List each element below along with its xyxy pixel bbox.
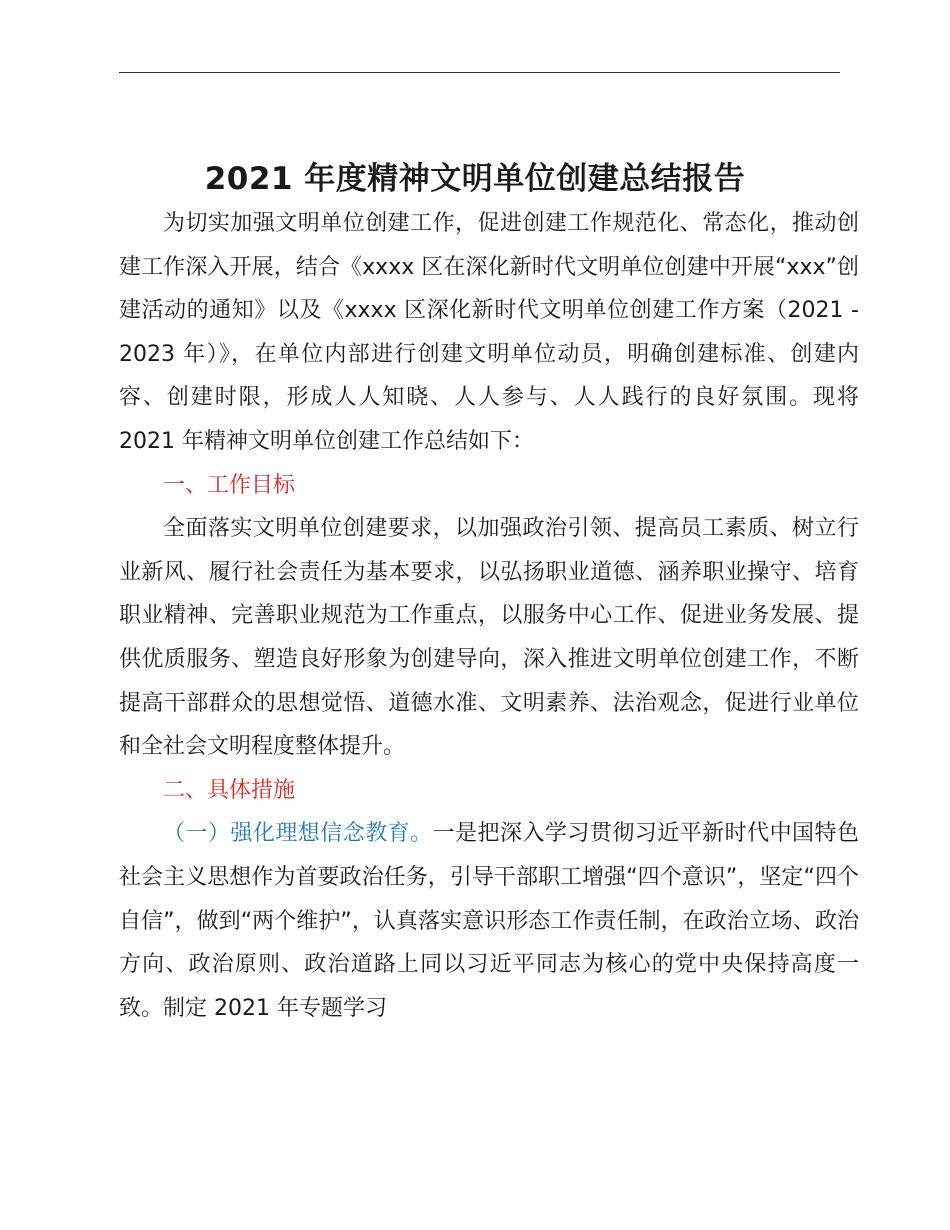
subsection-heading-ideals: （一）强化理想信念教育。: [163, 821, 433, 847]
document-title: 2021 年度精神文明单位创建总结报告: [204, 160, 746, 197]
subsection-body-ideals: 一是把深入学习贯彻习近平新时代中国特色社会主义思想作为首要政治任务，引导干部职工增强“四个意识”，坚定“四个自信”，做到“两个维护”，认真落实意识形态工作责任制，在政治立场、政治方向、政治原则、政治道路上同以习近平同志为核心的党中央保持高度一致。制定 2021 年专题学习: [119, 821, 859, 1021]
header-rule: [119, 72, 840, 73]
section-heading-measures: 二、具体措施: [163, 777, 296, 803]
measures-paragraph: [119, 812, 859, 1030]
section-heading-goals: 一、工作目标: [163, 472, 296, 498]
goals-paragraph: 全面落实文明单位创建要求，以加强政治引领、提高员工素质、树立行业新风、履行社会责任为基本要求，以弘扬职业道德、涵养职业操守、培育职业精神、完善职业规范为工作重点，以服务中心工作、促进业务发展、提供优质服务、塑造良好形象为创建导向，深入推进文明单位创建工作，不断提高干部群众的思想觉悟、道德水准、文明素养、法治观念，促进行业单位和全社会文明程度整体提升。: [119, 516, 859, 760]
intro-paragraph: 为切实加强文明单位创建工作，促进创建工作规范化、常态化，推动创建工作深入开展，结合《xxxx 区在深化新时代文明单位创建中开展“xxx”创建活动的通知》以及《xxxx 区深化新时代文明单位创建工作方案（2021 - 2023 年）》，在单位内部进行创建文明单位动员，明确创建标准、创建内容、创建时限，形成人人知晓、人人参与、人人践行的良好氛围。现将 2021 年精神文明单位创建工作总结如下：: [119, 211, 859, 454]
document-body: [119, 202, 859, 1030]
